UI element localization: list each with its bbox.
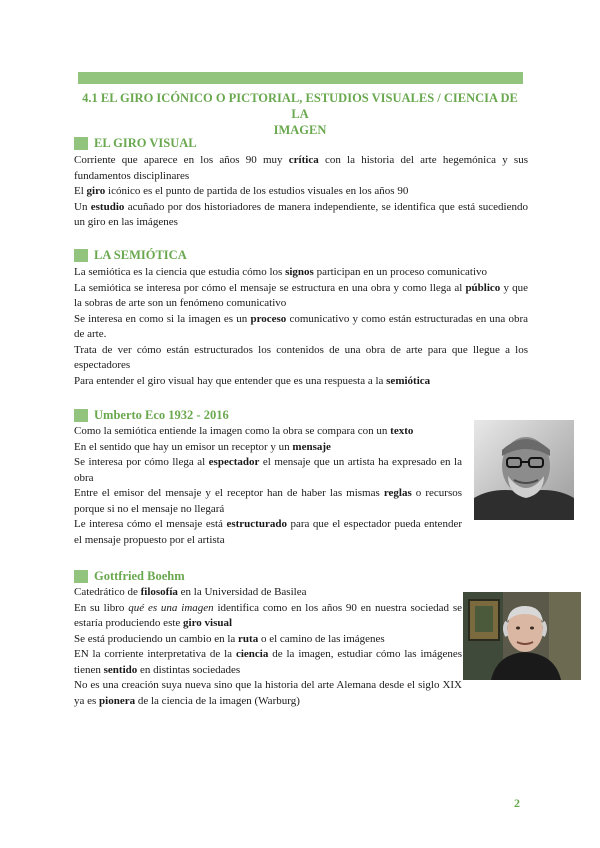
heading-umberto-eco bbox=[74, 408, 229, 423]
section-semiotica bbox=[74, 265, 528, 389]
paragraph: Se interesa por cómo llega al espectador el mensaje que un artista ha expresado en la obra bbox=[74, 456, 462, 484]
gottfried-boehm-photo bbox=[463, 592, 581, 680]
paragraph: Para entender el giro visual hay que entender que es una respuesta a la semiótica bbox=[74, 374, 431, 387]
paragraph: Se interesa en como si la imagen es un proceso comunicativo y como están estructuradas en una obra de arte. bbox=[74, 312, 528, 340]
header-bar bbox=[78, 72, 523, 84]
heading-text: Umberto Eco 1932 - 2016 bbox=[94, 408, 229, 422]
paragraph: La semiótica es la ciencia que estudia cómo los signos participan en un proceso comunicativo bbox=[74, 266, 488, 278]
heading-giro-visual bbox=[74, 136, 197, 151]
heading-marker bbox=[74, 409, 88, 422]
section-gottfried-boehm bbox=[74, 585, 462, 709]
heading-text: LA SEMIÓTICA bbox=[94, 248, 187, 262]
section-giro-visual bbox=[74, 153, 528, 231]
page-title-line-1: 4.1 EL GIRO ICÓNICO O PICTORIAL, ESTUDIOS VISUALES / CIENCIA DE LA bbox=[82, 91, 518, 121]
section-umberto-eco bbox=[74, 424, 462, 548]
heading-marker bbox=[74, 137, 88, 150]
heading-marker bbox=[74, 570, 88, 583]
paragraph: Trata de ver cómo están estructurados los contenidos de una obra de arte para que llegue a los espectadores bbox=[74, 343, 528, 371]
heading-text: Gottfried Boehm bbox=[94, 569, 185, 583]
umberto-eco-photo bbox=[474, 420, 574, 520]
paragraph: La semiótica se interesa por cómo el mensaje se estructura en una obra y como llega al público y que la sobras de arte son un fenómeno comunicativo bbox=[74, 281, 528, 309]
paragraph: Como la semiótica entiende la imagen como la obra se compara con un texto bbox=[74, 425, 414, 437]
paragraph: Un estudio acuñado por dos historiadores de manera independiente, se identifica que está sucediendo un giro en las imágenes bbox=[74, 200, 528, 228]
paragraph: EN la corriente interpretativa de la ciencia de la imagen, estudiar cómo las imágenes tienen sentido en distintas sociedades bbox=[74, 648, 462, 676]
heading-semiotica bbox=[74, 248, 187, 263]
paragraph: Se está produciendo un cambio en la ruta o el camino de las imágenes bbox=[74, 632, 385, 645]
heading-text: EL GIRO VISUAL bbox=[94, 136, 197, 150]
paragraph: Catedrático de filosofía en la Universidad de Basilea bbox=[74, 586, 307, 598]
page-title bbox=[74, 90, 526, 138]
paragraph: En el sentido que hay un emisor un receptor y un mensaje bbox=[74, 440, 331, 453]
paragraph: Le interesa cómo el mensaje está estructurado para que el espectador pueda entender el mensaje propuesto por el artista bbox=[74, 518, 462, 546]
paragraph: En su libro qué es una imagen identifica como en los años 90 en nuestra sociedad se estaría produciendo este giro visual bbox=[74, 601, 462, 629]
page-number: 2 bbox=[514, 796, 520, 810]
heading-gottfried-boehm bbox=[74, 569, 185, 584]
paragraph: No es una creación suya nueva sino que la historia del arte Alemana desde el siglo XIX ya es pionera de la ciencia de la imagen (Warburg) bbox=[74, 679, 462, 707]
paragraph: Corriente que aparece en los años 90 muy crítica con la historia del arte hegemónica y sus fundamentos disciplinares bbox=[74, 154, 528, 182]
heading-marker bbox=[74, 249, 88, 262]
page-title-line-2: IMAGEN bbox=[273, 123, 327, 137]
paragraph: El giro icónico es el punto de partida de los estudios visuales en los años 90 bbox=[74, 185, 409, 197]
paragraph: Entre el emisor del mensaje y el receptor han de haber las mismas reglas o recursos porque si no el mensaje no llegará bbox=[74, 487, 463, 515]
